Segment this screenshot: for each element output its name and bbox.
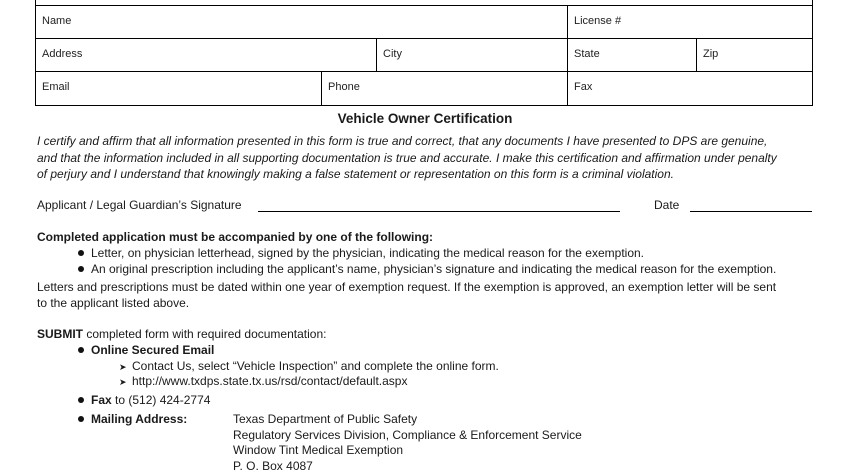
mailing-address-line-4: P. O. Box 4087 <box>233 459 582 474</box>
certification-statement <box>37 133 817 183</box>
city-label: City <box>383 48 402 60</box>
form-row-address <box>35 39 813 72</box>
phone-label: Phone <box>328 81 360 93</box>
email-cell[interactable] <box>36 72 321 105</box>
address-cell[interactable] <box>36 39 376 71</box>
submit-instructions <box>37 327 326 343</box>
requirement-item <box>78 262 776 278</box>
bullet-icon <box>78 416 84 422</box>
certification-line-3: of perjury and I understand that knowingly making a false statement or representation on this form is a criminal violation. <box>37 166 817 183</box>
phone-cell[interactable] <box>321 72 567 105</box>
mail-option <box>78 412 187 428</box>
mail-option-label: Mailing Address: <box>91 412 187 426</box>
arrowhead-icon: ➤ <box>119 375 129 391</box>
license-cell[interactable] <box>567 6 812 38</box>
zip-label: Zip <box>703 48 718 60</box>
mailing-address-line-1: Texas Department of Public Safety <box>233 412 582 428</box>
name-cell[interactable] <box>36 6 567 38</box>
city-cell[interactable] <box>376 39 567 71</box>
section-title: Vehicle Owner Certification <box>0 111 850 126</box>
requirements-note <box>37 280 827 311</box>
certification-line-1: I certify and affirm that all information presented in this form is true and correct, that any documents I have presented to DPS are genuine, <box>37 133 817 150</box>
bullet-icon <box>78 250 84 256</box>
form-row-name <box>35 5 813 39</box>
fax-option-label: Fax <box>91 393 112 407</box>
bullet-icon <box>78 347 84 353</box>
license-label: License # <box>574 15 621 27</box>
mailing-address-line-3: Window Tint Medical Exemption <box>233 443 582 459</box>
email-label: Email <box>42 81 70 93</box>
bullet-icon <box>78 397 84 403</box>
form-row-contact <box>35 72 813 106</box>
fax-option <box>78 393 210 409</box>
fax-field[interactable] <box>574 84 806 102</box>
address-field[interactable] <box>42 50 370 68</box>
contact-url-link[interactable]: http://www.txdps.state.tx.us/rsd/contact/default.aspx <box>132 374 407 388</box>
signature-line[interactable] <box>258 211 620 212</box>
state-cell[interactable] <box>567 39 696 71</box>
arrowhead-icon: ➤ <box>119 360 129 376</box>
name-field[interactable] <box>42 17 561 35</box>
city-field[interactable] <box>383 50 561 68</box>
submit-label: SUBMIT <box>37 327 83 341</box>
date-line[interactable] <box>690 211 812 212</box>
requirements-note-line-1: Letters and prescriptions must be dated within one year of exemption request. If the exemption is approved, an exemption letter will be sent <box>37 280 827 296</box>
mailing-address-line-2: Regulatory Services Division, Compliance & Enforcement Service <box>233 428 582 444</box>
applicant-info-grid <box>35 5 813 106</box>
online-option-label: Online Secured Email <box>91 343 214 357</box>
state-field[interactable] <box>574 50 690 68</box>
requirement-item <box>78 246 644 262</box>
requirement-text: An original prescription including the applicant’s name, physician’s signature and indicating the medical reason for the exemption. <box>91 262 776 276</box>
fax-label: Fax <box>574 81 592 93</box>
requirements-note-line-2: to the applicant listed above. <box>37 296 827 312</box>
certification-line-2: and that the information included in all supporting documentation is true and accurate. I make this certification and affirmation under penalty <box>37 150 817 167</box>
zip-field[interactable] <box>703 50 806 68</box>
fax-number: to (512) 424-2774 <box>112 393 211 407</box>
requirement-text: Letter, on physician letterhead, signed by the physician, indicating the medical reason for the exemption. <box>91 246 644 260</box>
online-step-text: Contact Us, select “Vehicle Inspection” and complete the online form. <box>132 359 499 373</box>
date-label: Date <box>654 198 679 212</box>
bullet-icon <box>78 266 84 272</box>
zip-cell[interactable] <box>696 39 812 71</box>
online-option <box>78 343 214 359</box>
requirements-heading: Completed application must be accompanied by one of the following: <box>37 230 433 246</box>
online-step <box>119 374 407 391</box>
phone-field[interactable] <box>328 84 561 102</box>
signature-label: Applicant / Legal Guardian’s Signature <box>37 198 242 212</box>
address-label: Address <box>42 48 82 60</box>
license-field[interactable] <box>574 17 806 35</box>
mailing-address <box>233 412 582 474</box>
state-label: State <box>574 48 600 60</box>
name-label: Name <box>42 15 71 27</box>
email-field[interactable] <box>42 84 315 102</box>
submit-text: completed form with required documentation: <box>83 327 326 341</box>
fax-cell[interactable] <box>567 72 812 105</box>
